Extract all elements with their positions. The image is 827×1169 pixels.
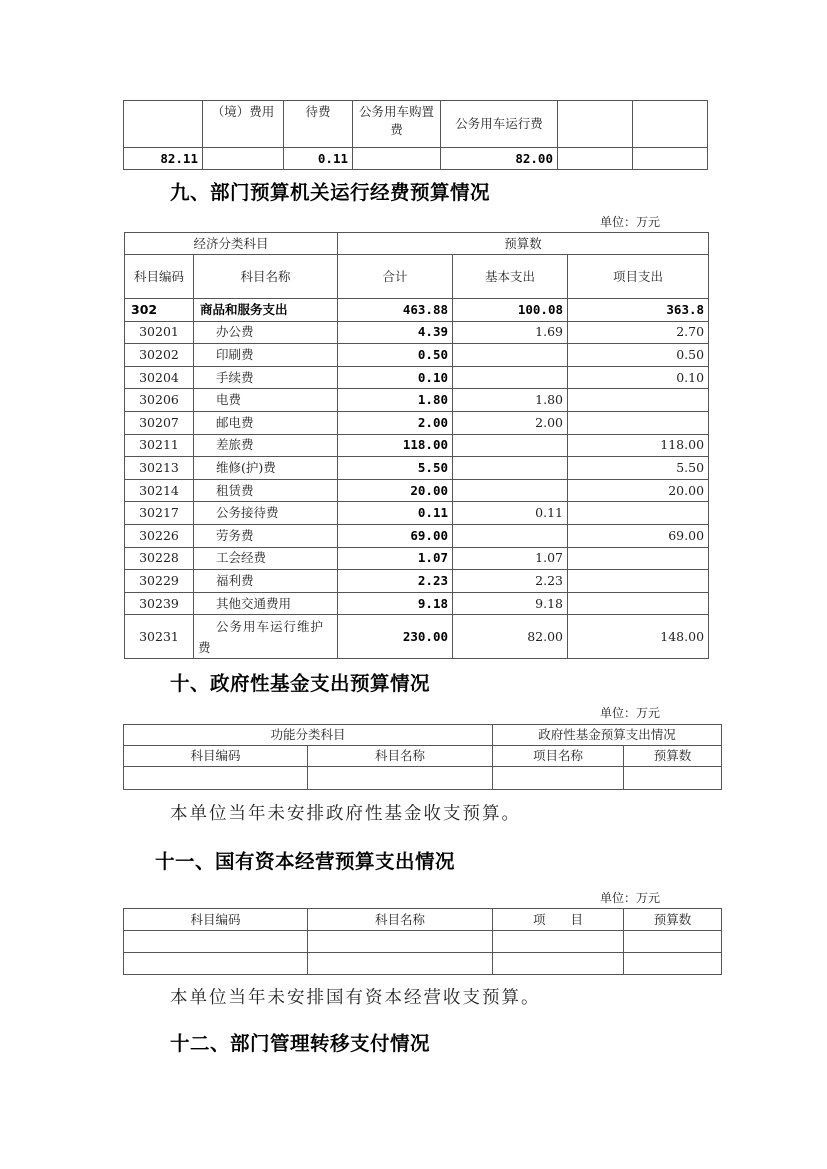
table-group-header-row: [124, 725, 722, 746]
empty-cell: [308, 953, 493, 975]
row-project: 148.00: [568, 615, 709, 659]
row-total: 118.00: [338, 434, 453, 457]
row-total: 69.00: [338, 524, 453, 547]
row-basic: [453, 457, 568, 480]
summary-name: 商品和服务支出: [194, 299, 338, 322]
table-row: [125, 547, 709, 570]
operating-expenses-table: [124, 232, 709, 659]
row-code: 30207: [125, 411, 194, 434]
header-name: 科目名称: [308, 746, 493, 767]
row-name: 办公费: [194, 321, 338, 344]
row-code: 30204: [125, 366, 194, 389]
row-name: 公务用车运行维护费: [194, 615, 338, 659]
row-total: 0.11: [338, 502, 453, 525]
row-basic: 1.69: [453, 321, 568, 344]
header-amount: 预算数: [624, 746, 722, 767]
section-10-note: 本单位当年未安排政府性基金收支预算。: [170, 804, 521, 824]
table-header-row: [124, 746, 722, 767]
header-cell-overseas: （境）费用: [203, 101, 284, 148]
row-total: 20.00: [338, 479, 453, 502]
row-basic: 1.80: [453, 389, 568, 412]
empty-cell: [124, 953, 308, 975]
value-reception: 0.11: [284, 148, 353, 170]
empty-cell: [308, 931, 493, 953]
value-vehicle-purchase: [353, 148, 441, 170]
row-project: 0.10: [568, 366, 709, 389]
header-cell-vehicle-operation: 公务用车运行费: [441, 101, 558, 148]
header-cell-vehicle-purchase: 公务用车购置费: [353, 101, 441, 148]
state-capital-table: [123, 908, 722, 975]
header-code: 科目编码: [124, 746, 308, 767]
row-code: 30202: [125, 344, 194, 367]
three-public-expenses-table-continued: [123, 100, 708, 170]
government-fund-table: [123, 724, 722, 790]
table-header-row: [124, 101, 708, 148]
table-row: [125, 411, 709, 434]
value-vehicle-operation: 82.00: [441, 148, 558, 170]
summary-code: 302: [125, 299, 194, 322]
unit-label: 单位：万元: [600, 891, 661, 905]
row-code: 30239: [125, 592, 194, 615]
header-amount: 预算数: [624, 909, 722, 931]
row-basic: [453, 524, 568, 547]
header-cell: [633, 101, 708, 148]
row-name: 福利费: [194, 570, 338, 593]
table-row: [125, 457, 709, 480]
summary-project: 363.8: [568, 299, 709, 322]
table-header-row: [125, 255, 709, 299]
row-code: 30231: [125, 615, 194, 659]
empty-cell: [493, 953, 624, 975]
row-name: 电费: [194, 389, 338, 412]
unit-label: 单位：万元: [600, 706, 661, 720]
row-project: 5.50: [568, 457, 709, 480]
table-row: [125, 524, 709, 547]
row-name: 其他交通费用: [194, 592, 338, 615]
table-row: [125, 366, 709, 389]
row-project: [568, 547, 709, 570]
empty-cell: [624, 953, 722, 975]
row-code: 30214: [125, 479, 194, 502]
section-10-heading: 十、政府性基金支出预算情况: [170, 672, 431, 695]
table-header-row: [124, 909, 722, 931]
row-total: 230.00: [338, 615, 453, 659]
group-header-fund-expenditure: 政府性基金预算支出情况: [493, 725, 722, 746]
header-cell: [558, 101, 633, 148]
empty-cell: [624, 931, 722, 953]
row-name: 公务接待费: [194, 502, 338, 525]
row-project: [568, 411, 709, 434]
row-basic: 2.23: [453, 570, 568, 593]
row-total: 4.39: [338, 321, 453, 344]
group-header-function-class: 功能分类科目: [124, 725, 493, 746]
row-project: 118.00: [568, 434, 709, 457]
header-code: 科目编码: [124, 909, 308, 931]
row-project: 20.00: [568, 479, 709, 502]
row-basic: [453, 344, 568, 367]
row-code: 30217: [125, 502, 194, 525]
empty-cell: [124, 767, 308, 790]
header-basic: 基本支出: [453, 255, 568, 299]
row-project: [568, 389, 709, 412]
row-project: [568, 592, 709, 615]
row-basic: [453, 479, 568, 502]
empty-cell: [124, 931, 308, 953]
empty-cell: [624, 767, 722, 790]
row-name: 差旅费: [194, 434, 338, 457]
row-name: 维修(护)费: [194, 457, 338, 480]
row-basic: [453, 434, 568, 457]
row-total: 0.50: [338, 344, 453, 367]
unit-label: 单位：万元: [600, 215, 661, 229]
group-header-budget: 预算数: [338, 233, 709, 255]
row-code: 30206: [125, 389, 194, 412]
row-code: 30226: [125, 524, 194, 547]
table-row: [125, 615, 709, 659]
header-cell-reception: 待费: [284, 101, 353, 148]
row-code: 30211: [125, 434, 194, 457]
row-basic: [453, 366, 568, 389]
table-group-header-row: [125, 233, 709, 255]
table-row: [125, 321, 709, 344]
row-total: 1.07: [338, 547, 453, 570]
row-name: 手续费: [194, 366, 338, 389]
row-project: 2.70: [568, 321, 709, 344]
header-total: 合计: [338, 255, 453, 299]
section-11-heading: 十一、国有资本经营预算支出情况: [155, 850, 456, 873]
row-name: 印刷费: [194, 344, 338, 367]
table-row: [125, 344, 709, 367]
row-project: [568, 570, 709, 593]
row-project: [568, 502, 709, 525]
summary-basic: 100.08: [453, 299, 568, 322]
empty-cell: [308, 767, 493, 790]
row-total: 9.18: [338, 592, 453, 615]
row-name: 邮电费: [194, 411, 338, 434]
row-name: 工会经费: [194, 547, 338, 570]
table-row: [125, 479, 709, 502]
row-code: 30229: [125, 570, 194, 593]
table-row-empty: [124, 767, 722, 790]
row-total: 1.80: [338, 389, 453, 412]
row-name: 租赁费: [194, 479, 338, 502]
row-basic: 82.00: [453, 615, 568, 659]
row-code: 30201: [125, 321, 194, 344]
header-name: 科目名称: [194, 255, 338, 299]
table-row: [125, 434, 709, 457]
row-code: 30228: [125, 547, 194, 570]
header-name: 科目名称: [308, 909, 493, 931]
empty-cell: [493, 767, 624, 790]
row-basic: 0.11: [453, 502, 568, 525]
table-row: [125, 570, 709, 593]
value-total: 82.11: [124, 148, 203, 170]
table-row: [125, 592, 709, 615]
header-cell: [124, 101, 203, 148]
row-total: 2.00: [338, 411, 453, 434]
table-row-empty: [124, 931, 722, 953]
table-row: [125, 389, 709, 412]
row-project: 69.00: [568, 524, 709, 547]
row-total: 5.50: [338, 457, 453, 480]
header-project: 项目支出: [568, 255, 709, 299]
value-empty: [633, 148, 708, 170]
header-item: 项 目: [493, 909, 624, 931]
row-basic: 2.00: [453, 411, 568, 434]
table-row-empty: [124, 953, 722, 975]
row-basic: 9.18: [453, 592, 568, 615]
table-row: [125, 502, 709, 525]
group-header-economic-class: 经济分类科目: [125, 233, 338, 255]
header-code: 科目编码: [125, 255, 194, 299]
row-total: 2.23: [338, 570, 453, 593]
table-row: [124, 148, 708, 170]
row-basic: 1.07: [453, 547, 568, 570]
empty-cell: [493, 931, 624, 953]
value-empty: [558, 148, 633, 170]
header-item: 项目名称: [493, 746, 624, 767]
summary-row: [125, 299, 709, 322]
row-code: 30213: [125, 457, 194, 480]
row-total: 0.10: [338, 366, 453, 389]
section-9-heading: 九、部门预算机关运行经费预算情况: [170, 181, 491, 204]
section-12-heading: 十二、部门管理转移支付情况: [170, 1032, 431, 1055]
section-11-note: 本单位当年未安排国有资本经营收支预算。: [170, 988, 541, 1008]
row-project: 0.50: [568, 344, 709, 367]
row-name: 劳务费: [194, 524, 338, 547]
value-overseas: [203, 148, 284, 170]
summary-total: 463.88: [338, 299, 453, 322]
